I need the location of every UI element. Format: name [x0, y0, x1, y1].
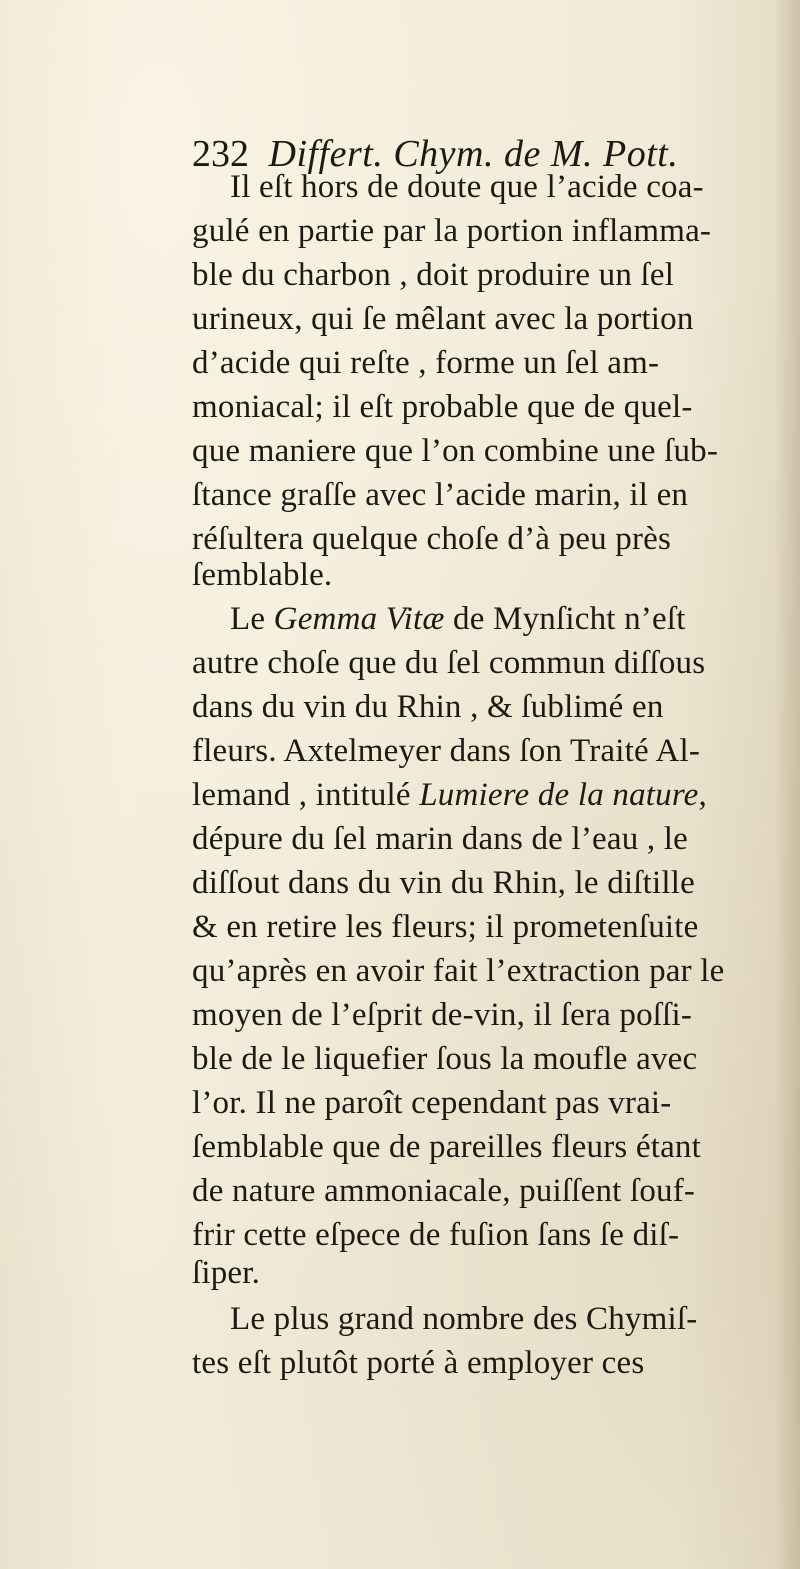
text-line-content: dans du vin du Rhin , & ſublimé en — [192, 689, 664, 725]
text-line-content: gulé en partie par la portion inflamma- — [192, 213, 712, 249]
text-line — [0, 994, 800, 1036]
text-line-content: fleurs. Axtelmeyer dans ſon Traité Al- — [192, 733, 701, 769]
text-line — [0, 950, 800, 992]
text-line — [0, 598, 800, 640]
page-number: 232 — [192, 133, 249, 175]
text-line-content: tes eſt plutôt porté à employer ces — [192, 1345, 645, 1381]
text-line — [0, 774, 800, 816]
text-line — [0, 1082, 800, 1124]
text-line-content: autre choſe que du ſel commun diſſous — [192, 645, 706, 681]
text-line — [0, 254, 800, 296]
text-line-content: de nature ammoniacale, puiſſent ſouf- — [192, 1173, 696, 1209]
text-line-content: ſemblable. — [192, 557, 333, 593]
text-line-content: ſtance graſſe avec l’acide marin, il en — [192, 477, 689, 513]
text-line — [0, 1170, 800, 1212]
text-line — [0, 554, 800, 596]
italic-title: Lumiere de la nature — [419, 777, 699, 813]
text-line — [0, 386, 800, 428]
text-line-content: Le — [230, 601, 274, 637]
text-line — [0, 430, 800, 472]
text-line-content: urineux, qui ſe mêlant avec la portion — [192, 301, 694, 337]
text-line — [0, 1298, 800, 1340]
italic-title: Gemma Vitæ — [273, 601, 445, 637]
text-line — [0, 730, 800, 772]
text-line — [0, 862, 800, 904]
text-line-content: qu’après en avoir fait l’extraction par le — [192, 953, 725, 989]
text-line — [0, 474, 800, 516]
text-line — [0, 342, 800, 384]
text-line-content: de Mynſicht n’eſt — [444, 601, 686, 637]
text-line — [0, 1252, 800, 1294]
text-line — [0, 642, 800, 684]
text-line-content: dépure du ſel marin dans de l’eau , le — [192, 821, 688, 857]
text-line-content: que maniere que l’on combine une ſub- — [192, 433, 719, 469]
text-line-content: réſultera quelque choſe d’à peu près — [192, 521, 672, 557]
text-line — [0, 686, 800, 728]
text-line-content: & en retire les fleurs; il prometenſuite — [192, 909, 699, 945]
text-line-content: ble de le liquefier ſous la moufle avec — [192, 1041, 698, 1077]
text-line-content: diſſout dans du vin du Rhin, le diſtille — [192, 865, 695, 901]
running-title: Differt. Chym. de M. Pott. — [268, 133, 679, 175]
text-line — [0, 906, 800, 948]
text-line — [0, 166, 800, 208]
text-line — [0, 1038, 800, 1080]
text-line-content: moniacal; il eſt probable que de quel- — [192, 389, 693, 425]
text-line-content: frir cette eſpece de fuſion ſans ſe diſ- — [192, 1217, 680, 1253]
text-line-content: l’or. Il ne paroît cependant pas vrai- — [192, 1085, 672, 1121]
text-line-content: d’acide qui reſte , forme un ſel am- — [192, 345, 660, 381]
text-line-content: ſiper. — [192, 1255, 261, 1291]
text-line — [0, 210, 800, 252]
text-line — [0, 1126, 800, 1168]
text-line-content: , — [698, 777, 707, 813]
text-line-content: ble du charbon , doit produire un ſel — [192, 257, 675, 293]
text-line-content: ſemblable que de pareilles fleurs étant — [192, 1129, 702, 1165]
text-line-content: Le plus grand nombre des Chymiſ- — [230, 1301, 698, 1337]
text-line-content: lemand , intitulé — [192, 777, 420, 813]
text-line — [0, 1214, 800, 1256]
text-line-content: Il eſt hors de doute que l’acide coa- — [230, 169, 704, 205]
text-line — [0, 1342, 800, 1384]
text-line — [0, 298, 800, 340]
text-line — [0, 818, 800, 860]
text-line-content: moyen de l’eſprit de-vin, il ſera poſſi- — [192, 997, 693, 1033]
